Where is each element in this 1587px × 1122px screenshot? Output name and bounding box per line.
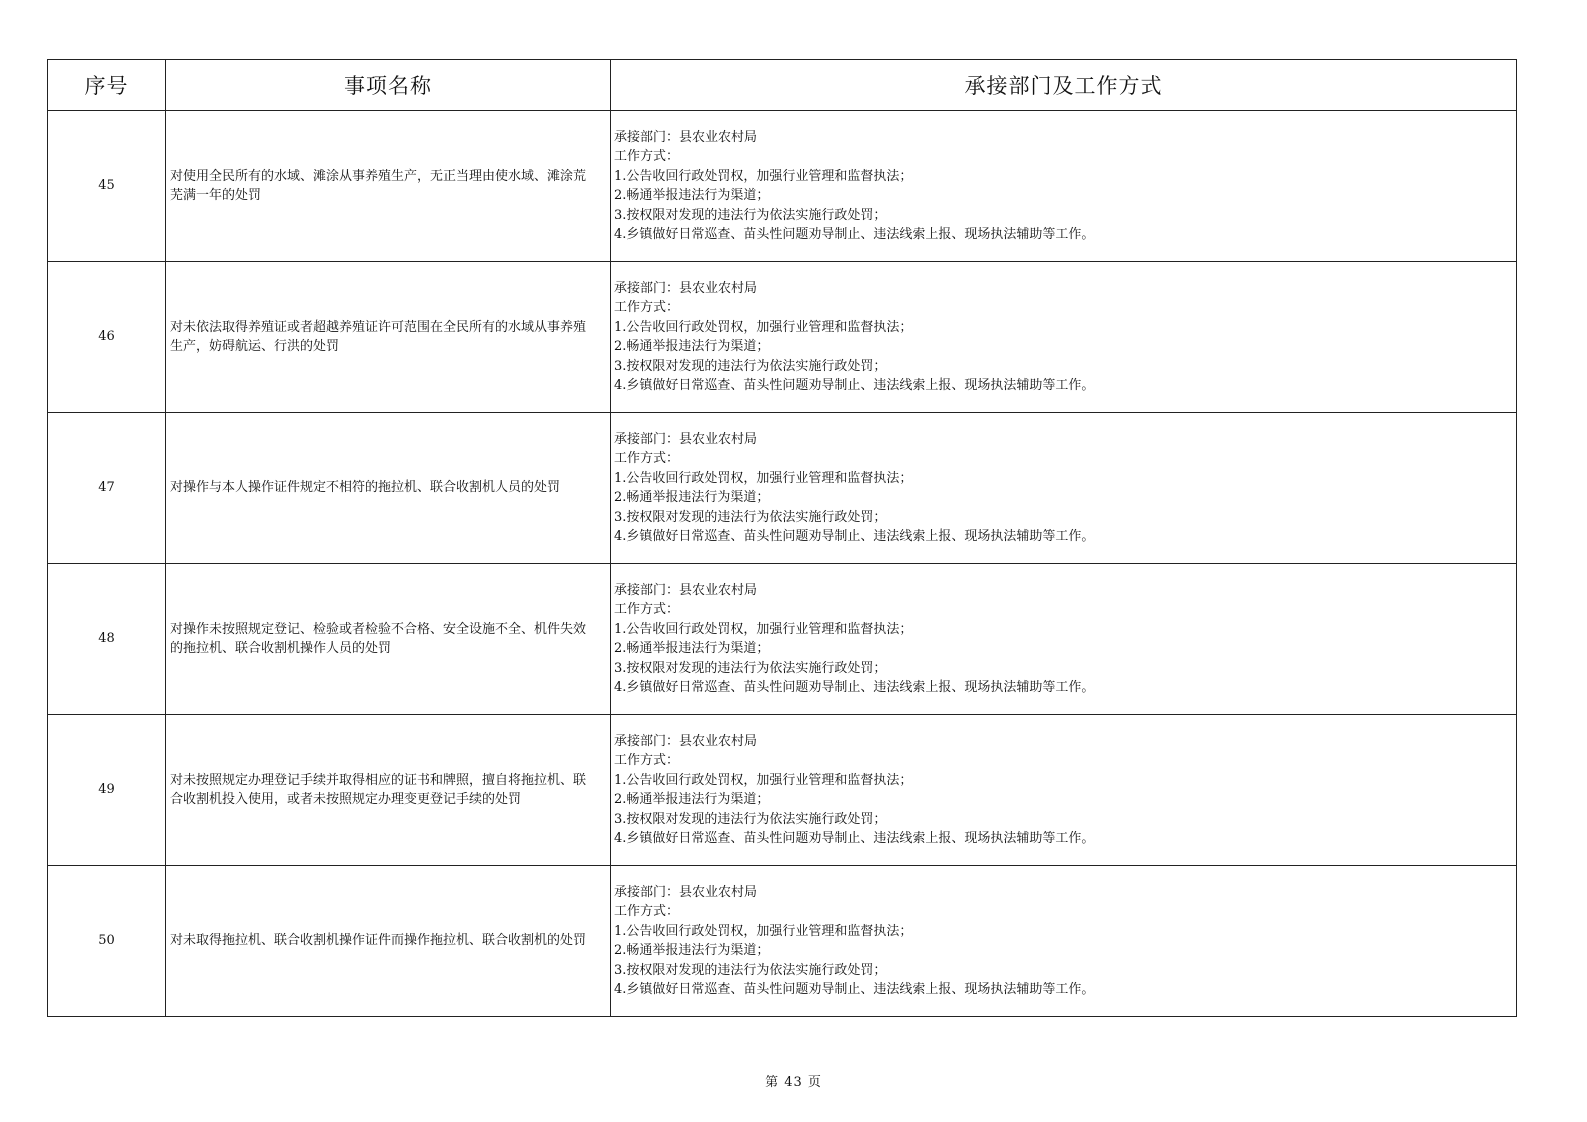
dept-line: 工作方式： [614,300,680,315]
matters-table [47,59,1517,1017]
dept-line: 3.按权限对发现的违法行为依法实施行政处罚； [614,962,887,978]
dept-line: 1.公告收回行政处罚权，加强行业管理和监督执法； [614,470,913,486]
dept-line: 1.公告收回行政处罚权，加强行业管理和监督执法； [614,621,913,637]
dept-line: 3.按权限对发现的违法行为依法实施行政处罚； [614,509,887,525]
dept-line: 4.乡镇做好日常巡查、苗头性问题劝导制止、违法线索上报、现场执法辅助等工作。 [614,227,1095,242]
dept-line: 工作方式： [614,451,680,466]
dept-line: 1.公告收回行政处罚权，加强行业管理和监督执法； [614,772,913,788]
row-seq-cell: 45 [48,111,166,262]
dept-line: 工作方式： [614,904,680,919]
header-dept: 承接部门及工作方式 [611,60,1517,111]
document-table-container [47,59,1516,1017]
dept-line: 1.公告收回行政处罚权，加强行业管理和监督执法； [614,168,913,184]
dept-line: 2.畅通举报违法行为渠道； [614,188,770,203]
table-row [48,413,1517,564]
row-dept-cell [611,564,1517,715]
row-seq-cell: 48 [48,564,166,715]
table-row [48,111,1517,262]
row-name-cell: 对未依法取得养殖证或者超越养殖证许可范围在全民所有的水域从事养殖生产，妨碍航运、行洪的处罚 [166,262,611,413]
dept-line: 4.乡镇做好日常巡查、苗头性问题劝导制止、违法线索上报、现场执法辅助等工作。 [614,680,1095,695]
dept-line: 3.按权限对发现的违法行为依法实施行政处罚； [614,207,887,223]
row-dept-cell [611,413,1517,564]
dept-line: 承接部门：县农业农村局 [614,733,758,749]
dept-line: 4.乡镇做好日常巡查、苗头性问题劝导制止、违法线索上报、现场执法辅助等工作。 [614,982,1095,997]
row-name-cell: 对未按照规定办理登记手续并取得相应的证书和牌照，擅自将拖拉机、联合收割机投入使用，或者未按照规定办理变更登记手续的处罚 [166,715,611,866]
table-row [48,715,1517,866]
dept-line: 3.按权限对发现的违法行为依法实施行政处罚； [614,358,887,374]
row-name-cell: 对操作未按照规定登记、检验或者检验不合格、安全设施不全、机件失效的拖拉机、联合收割机操作人员的处罚 [166,564,611,715]
dept-line: 2.畅通举报违法行为渠道； [614,641,770,656]
dept-line: 2.畅通举报违法行为渠道； [614,792,770,807]
dept-line: 工作方式： [614,602,680,617]
dept-line: 承接部门：县农业农村局 [614,129,758,145]
header-name: 事项名称 [166,60,611,111]
dept-line: 工作方式： [614,149,680,164]
table-row [48,564,1517,715]
dept-line: 2.畅通举报违法行为渠道； [614,943,770,958]
table-row [48,866,1517,1017]
dept-line: 4.乡镇做好日常巡查、苗头性问题劝导制止、违法线索上报、现场执法辅助等工作。 [614,378,1095,393]
header-seq: 序号 [48,60,166,111]
row-dept-cell [611,111,1517,262]
table-header-row [48,60,1517,111]
row-name-cell: 对使用全民所有的水域、滩涂从事养殖生产，无正当理由使水域、滩涂荒芜满一年的处罚 [166,111,611,262]
dept-line: 4.乡镇做好日常巡查、苗头性问题劝导制止、违法线索上报、现场执法辅助等工作。 [614,529,1095,544]
row-seq-cell: 49 [48,715,166,866]
dept-line: 承接部门：县农业农村局 [614,884,758,900]
row-dept-cell [611,262,1517,413]
dept-line: 1.公告收回行政处罚权，加强行业管理和监督执法； [614,923,913,939]
table-body [48,111,1517,1017]
dept-line: 承接部门：县农业农村局 [614,431,758,447]
page-number: 第 43 页 [765,1075,822,1090]
row-seq-cell: 50 [48,866,166,1017]
row-dept-cell [611,866,1517,1017]
row-seq-cell: 47 [48,413,166,564]
row-name-cell: 对未取得拖拉机、联合收割机操作证件而操作拖拉机、联合收割机的处罚 [166,866,611,1017]
row-dept-cell [611,715,1517,866]
dept-line: 3.按权限对发现的违法行为依法实施行政处罚； [614,811,887,827]
dept-line: 2.畅通举报违法行为渠道； [614,339,770,354]
dept-line: 1.公告收回行政处罚权，加强行业管理和监督执法； [614,319,913,335]
row-name-cell: 对操作与本人操作证件规定不相符的拖拉机、联合收割机人员的处罚 [166,413,611,564]
dept-line: 3.按权限对发现的违法行为依法实施行政处罚； [614,660,887,676]
row-seq-cell: 46 [48,262,166,413]
dept-line: 工作方式： [614,753,680,768]
table-row [48,262,1517,413]
dept-line: 承接部门：县农业农村局 [614,582,758,598]
dept-line: 2.畅通举报违法行为渠道； [614,490,770,505]
dept-line: 4.乡镇做好日常巡查、苗头性问题劝导制止、违法线索上报、现场执法辅助等工作。 [614,831,1095,846]
dept-line: 承接部门：县农业农村局 [614,280,758,296]
